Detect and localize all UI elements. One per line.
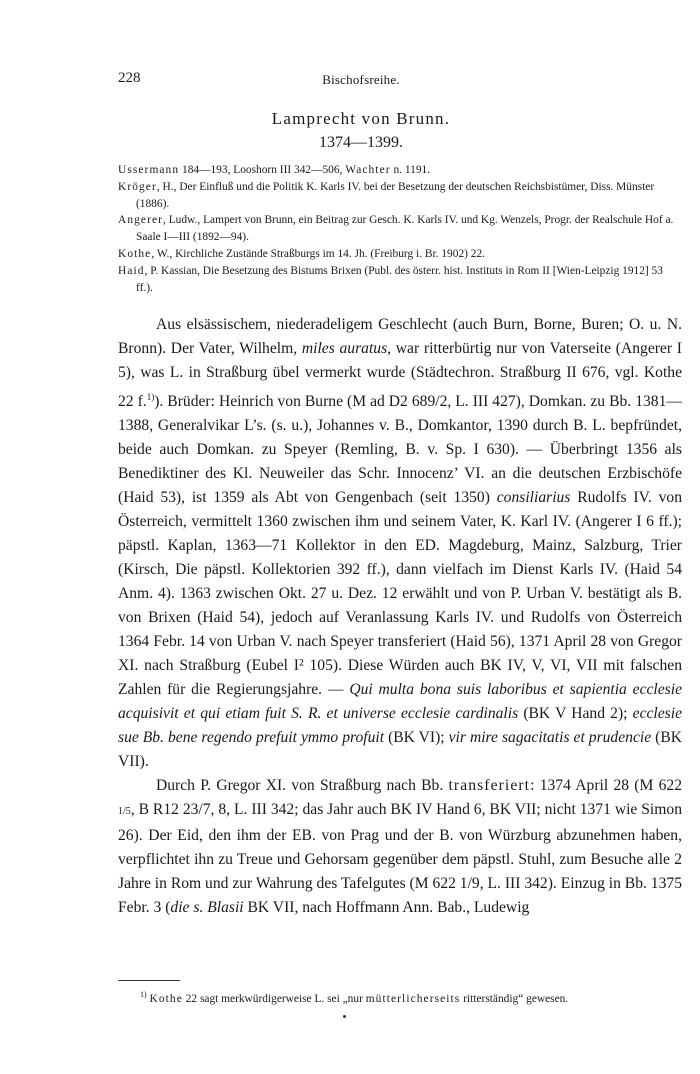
text-run: , B R12 23/7, 8, L. III 342; das Jahr auch BK IV Hand 6, BK VII; nicht 1371 wie Simon 26). Der Eid, den ihm der EB. von Prag und der B. von Würzburg abzunehmen haben, verpflichtet ihn zu Treue und Gehorsam gegenüber dem päpstl. Stuhl, zum Besuche alle 2 Jahre in Rom und zur Wahrung des Tafelgutes (M 622 1/9, L. III 342). Einzug in Bb. 1375 Febr. 3 ( (118, 801, 682, 917)
section-title: Lamprecht von Brunn. (271, 109, 451, 128)
bib-author: Wachter (345, 164, 391, 176)
text-run: ). Brüder: Heinrich von Burne (M ad D2 689/2, L. III 427), Domkan. zu Bb. 1381—1388, Generalvikar L’s. (s. u.), Johannes v. B., Domkantor, 1390 durch B. L. bepfründet, beide auch Domkan. zu Speyer (Remling, B. v. Sp. I 630). — Überbringt 1356 als Benediktiner des Kl. Neuweiler das Schr. Innocenz’ VI. an die deutschen Erzbischöfe (Haid 53), ist 1359 als Abt von Gengenbach (seit 1350) (118, 393, 682, 507)
bib-author: Angerer (118, 214, 164, 227)
bib-author: Haid (118, 264, 145, 277)
bib-entry (118, 263, 682, 297)
text-run: : 1374 April 28 (M 622 (530, 777, 682, 795)
italic-run: die s. Blasii (170, 899, 244, 917)
italic-run: miles auratus (301, 340, 388, 357)
bib-text: , P. Kassian, Die Besetzung des Bistums Brixen (Publ. des österr. hist. Instituts in Rom II [Wien-Leipzig 1912] 53 ff.). (136, 264, 663, 294)
paragraph (118, 774, 682, 920)
bibliography (118, 162, 682, 296)
text-run: ritterständig“ gewesen. (460, 992, 569, 1005)
text-run: Aus elsässischem, niederadeligem Geschlecht (auch Burn, Borne, Buren; O. u. N. Bronn). Der Vater, Wilhelm, (118, 316, 682, 357)
text-run: Rudolfs IV. von Österreich, vermittelt 1360 zwischen ihm und seinem Vater, K. Karl IV. (Angerer I 6 ff.); päpstl. Kaplan, 1363—71 Kollektor in den ED. Magdeburg, Mainz, Salzburg, Trier (Kirsch, Die päpstl. Kollektorien 392 ff.), dann vielfach im Dienst Karls IV. (Haid 54 Anm. 4). 1363 zwischen Okt. 27 u. Dez. 12 erwählt und von P. Urban V. bestätigt als B. von Brixen (Haid 54), jedoch auf Veranlassung Karls IV. und Rudolfs von Österreich 1364 Febr. 14 von Urban V. nach Speyer transferiert (Haid 56), 1371 April 28 von Gregor XI. nach Straßburg (Eubel I² 105). Diese Würden auch BK IV, V, VI, VII mit falschen Zahlen für die Regierungsjahre. — (118, 489, 682, 699)
italic-run: ecclesie sue Bb. bene regendo prefuit ymmo profuit (118, 705, 682, 747)
body-text (118, 313, 682, 920)
text-run: BK VII, nach Hoffmann Ann. Bab., Ludewig (243, 899, 530, 917)
running-head: Bischofsreihe. (322, 72, 400, 87)
spaced-run: mütterlicherseits (365, 992, 461, 1005)
bib-text: , Ludw., Lampert von Brunn, ein Beitrag zur Gesch. K. Karls IV. und Kg. Wenzels, Progr. der Realschule Hof a. Saale I—III (1892—94). (136, 214, 674, 244)
page-number: 228 (118, 70, 141, 86)
text-run: (BK VI); (384, 729, 449, 747)
page-mark (343, 1015, 346, 1018)
footnote-reference: 1) (146, 392, 155, 402)
bib-entry (118, 246, 682, 263)
bib-text: , W., Kirchliche Zustände Straßburgs im 14. Jh. (Freiburg i. Br. 1902) 22. (151, 247, 486, 260)
italic-run: consiliarius (496, 489, 571, 507)
bib-entry (118, 212, 682, 246)
bib-text: 184—193, Looshorn III 342—506, (179, 164, 346, 176)
paragraph (118, 313, 682, 774)
bib-author: Kothe (118, 247, 152, 260)
bib-text: n. 1191. (390, 164, 431, 176)
footnote (118, 987, 682, 1008)
footnote-marker: 1) (140, 990, 147, 999)
text-run: (BK V Hand 2); (518, 705, 633, 723)
footnote-author: Kothe (149, 992, 183, 1005)
spaced-run: transferiert (448, 777, 531, 795)
italic-run: vir mire sagacitatis et prudencie (448, 729, 652, 747)
text-run: Durch P. Gregor XI. von Straßburg nach Bb. (156, 777, 449, 795)
section-years: 1374—1399. (319, 134, 403, 151)
text-run: 22 sagt merkwürdigerweise L. sei „nur (182, 992, 366, 1005)
footnote-rule (118, 980, 180, 981)
fraction: 1/5 (118, 806, 131, 818)
bib-entry (118, 179, 682, 213)
text-run: , war ritterbürtig nur von Vaterseite (Angerer I 5), was L. in Straßburg übel vermerkt wurde (Städtechron. Straßburg II 676, vgl. Kothe 22 f. (118, 340, 682, 411)
bib-author: Ussermann (118, 164, 180, 176)
bib-author: Kröger (118, 180, 157, 193)
italic-run: Qui multa bona suis laboribus et sapientia ecclesie acquisivit et qui etiam fuit S. R. et universe ecclesie cardinalis (118, 681, 682, 723)
bib-text: , H., Der Einfluß und die Politik K. Karls IV. bei der Besetzung der deutschen Reichsbistümer, Diss. Münster (1886). (136, 180, 655, 210)
text-run: (BK VII). (118, 729, 682, 771)
bib-entry (118, 162, 682, 179)
